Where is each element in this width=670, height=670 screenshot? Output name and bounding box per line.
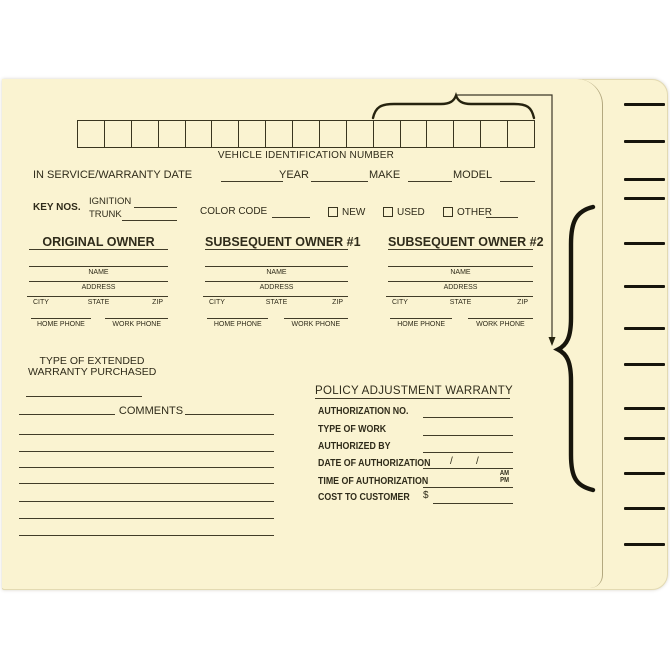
owner-state-label: STATE xyxy=(449,299,472,306)
owner-address-field[interactable] xyxy=(205,281,348,282)
owner-home-phone-field[interactable] xyxy=(207,318,268,319)
time-of-authorization-label: TIME OF AUTHORIZATION xyxy=(318,475,429,487)
filing-tab-tick xyxy=(624,285,665,288)
year-label: YEAR xyxy=(279,169,309,181)
extended-warranty-label-line1: TYPE OF EXTENDED xyxy=(39,355,145,367)
vin-cell[interactable] xyxy=(104,121,131,147)
model-label: MODEL xyxy=(453,169,493,181)
policy-title-rule xyxy=(315,398,510,399)
vin-cell[interactable] xyxy=(400,121,427,147)
owner-address-label: ADDRESS xyxy=(259,284,294,291)
vin-cell[interactable] xyxy=(507,121,534,147)
make-field[interactable] xyxy=(408,181,452,182)
owner-zip-label: ZIP xyxy=(517,299,528,306)
comments-line[interactable] xyxy=(19,483,274,484)
filing-tab-tick xyxy=(624,507,665,510)
owner-city-label: CITY xyxy=(33,299,49,306)
vin-cell[interactable] xyxy=(292,121,319,147)
owner-work-phone-field[interactable] xyxy=(105,318,168,319)
year-field[interactable] xyxy=(311,181,368,182)
filing-tab-tick xyxy=(624,363,665,366)
authorization-no-field[interactable] xyxy=(423,417,513,418)
trunk-field[interactable] xyxy=(122,220,177,221)
other-field[interactable] xyxy=(486,217,518,218)
vin-cell[interactable] xyxy=(211,121,238,147)
owner-address-field[interactable] xyxy=(29,281,168,282)
new-checkbox[interactable] xyxy=(328,207,338,217)
in-service-date-field[interactable] xyxy=(221,181,283,182)
authorized-by-label: AUTHORIZED BY xyxy=(318,440,391,452)
vin-cell[interactable] xyxy=(480,121,507,147)
owner-city-label: CITY xyxy=(209,299,225,306)
comments-line[interactable] xyxy=(19,451,274,452)
owner-address-label: ADDRESS xyxy=(443,284,478,291)
in-service-date-label: IN SERVICE/WARRANTY DATE xyxy=(33,169,193,181)
owner-zip-label: ZIP xyxy=(332,299,343,306)
owner-home-phone-label: HOME PHONE xyxy=(397,321,446,328)
owner-column xyxy=(29,230,168,338)
filing-tab-tick xyxy=(624,327,665,330)
owner-column xyxy=(388,230,544,338)
other-checkbox[interactable] xyxy=(443,207,453,217)
comments-line[interactable] xyxy=(19,434,274,435)
date-of-authorization-field[interactable] xyxy=(423,468,513,469)
trunk-label: TRUNK xyxy=(89,209,122,220)
owner-home-phone-label: HOME PHONE xyxy=(213,321,262,328)
new-checkbox-label: NEW xyxy=(342,207,366,218)
vin-cell[interactable] xyxy=(265,121,292,147)
owner-name-field[interactable] xyxy=(205,266,348,267)
policy-title: POLICY ADJUSTMENT WARRANTY xyxy=(315,385,514,397)
extended-warranty-label-line2: WARRANTY PURCHASED xyxy=(28,366,157,378)
extended-warranty-field[interactable] xyxy=(26,396,142,397)
owner-work-phone-label: WORK PHONE xyxy=(112,321,162,328)
owner-address-label: ADDRESS xyxy=(81,284,116,291)
owner-column-title: SUBSEQUENT OWNER #2 xyxy=(388,235,544,249)
vin-cell[interactable] xyxy=(185,121,212,147)
filing-tab-tick xyxy=(624,437,665,440)
vin-cell[interactable] xyxy=(346,121,373,147)
other-checkbox-label: OTHER xyxy=(457,207,492,218)
owner-home-phone-field[interactable] xyxy=(31,318,91,319)
ignition-label: IGNITION xyxy=(89,196,132,207)
key-nos-label: KEY NOS. xyxy=(33,202,81,213)
model-field[interactable] xyxy=(500,181,535,182)
filing-tab-tick xyxy=(624,178,665,181)
owner-column xyxy=(205,230,361,338)
owner-city-state-zip-field[interactable] xyxy=(203,296,348,297)
owner-name-label: NAME xyxy=(450,269,471,276)
date-of-authorization-label: DATE OF AUTHORIZATION xyxy=(318,457,431,469)
date-slash-2: / xyxy=(476,456,479,467)
vin-grid[interactable] xyxy=(77,120,535,148)
used-checkbox-label: USED xyxy=(397,207,425,218)
owner-work-phone-field[interactable] xyxy=(284,318,348,319)
cost-to-customer-label: COST TO CUSTOMER xyxy=(318,491,410,503)
owner-work-phone-label: WORK PHONE xyxy=(291,321,341,328)
owner-home-phone-label: HOME PHONE xyxy=(36,321,85,328)
authorized-by-field[interactable] xyxy=(423,452,513,453)
filing-tab-tick xyxy=(624,197,665,200)
vin-cell[interactable] xyxy=(78,121,104,147)
owner-title-rule xyxy=(205,249,348,250)
owner-city-state-zip-field[interactable] xyxy=(27,296,168,297)
owner-title-rule xyxy=(388,249,533,250)
authorization-no-label: AUTHORIZATION NO. xyxy=(318,405,409,417)
filing-tab-tick xyxy=(624,543,665,546)
cost-to-customer-field[interactable] xyxy=(433,503,513,504)
filing-tab-tick xyxy=(624,140,665,143)
make-label: MAKE xyxy=(369,169,401,181)
owner-address-field[interactable] xyxy=(388,281,533,282)
vin-grid-label: VEHICLE IDENTIFICATION NUMBER xyxy=(217,150,395,161)
ignition-field[interactable] xyxy=(134,207,177,208)
owner-home-phone-field[interactable] xyxy=(390,318,452,319)
comments-header-rule-right xyxy=(185,414,274,415)
color-code-field[interactable] xyxy=(272,217,310,218)
owner-work-phone-label: WORK PHONE xyxy=(476,321,525,328)
type-of-work-field[interactable] xyxy=(423,435,513,436)
owner-state-label: STATE xyxy=(265,299,288,306)
comments-line[interactable] xyxy=(19,467,274,468)
owner-column-title: ORIGINAL OWNER xyxy=(42,235,155,249)
vin-cell[interactable] xyxy=(158,121,185,147)
pm-label: PM xyxy=(500,477,509,484)
color-code-label: COLOR CODE xyxy=(200,206,268,217)
owner-zip-label: ZIP xyxy=(152,299,163,306)
date-slash-1: / xyxy=(450,456,453,467)
comments-line[interactable] xyxy=(19,501,274,502)
owner-state-label: STATE xyxy=(87,299,110,306)
filing-tab-tick xyxy=(624,472,665,475)
time-of-authorization-field[interactable] xyxy=(423,487,513,488)
owner-name-field[interactable] xyxy=(29,266,168,267)
am-label: AM xyxy=(499,470,509,477)
comments-line[interactable] xyxy=(19,535,274,536)
vin-cell[interactable] xyxy=(131,121,158,147)
used-checkbox[interactable] xyxy=(383,207,393,217)
owner-name-label: NAME xyxy=(266,269,287,276)
owner-column-title: SUBSEQUENT OWNER #1 xyxy=(205,235,361,249)
comments-line[interactable] xyxy=(19,518,274,519)
filing-tab-tick xyxy=(624,407,665,410)
owner-city-state-zip-field[interactable] xyxy=(386,296,533,297)
filing-tab-tick xyxy=(624,242,665,245)
owner-city-label: CITY xyxy=(392,299,408,306)
vin-cell[interactable] xyxy=(238,121,265,147)
type-of-work-label: TYPE OF WORK xyxy=(318,423,387,435)
currency-symbol: $ xyxy=(423,490,429,501)
comments-title: COMMENTS xyxy=(118,405,184,417)
owner-name-label: NAME xyxy=(88,269,109,276)
owner-title-rule xyxy=(29,249,168,250)
owner-work-phone-field[interactable] xyxy=(468,318,533,319)
vin-cell[interactable] xyxy=(453,121,480,147)
owner-name-field[interactable] xyxy=(388,266,533,267)
comments-header-rule-left xyxy=(19,414,115,415)
filing-tab-tick xyxy=(624,103,665,106)
vin-cell[interactable] xyxy=(426,121,453,147)
vin-cell[interactable] xyxy=(373,121,400,147)
vin-cell[interactable] xyxy=(319,121,346,147)
